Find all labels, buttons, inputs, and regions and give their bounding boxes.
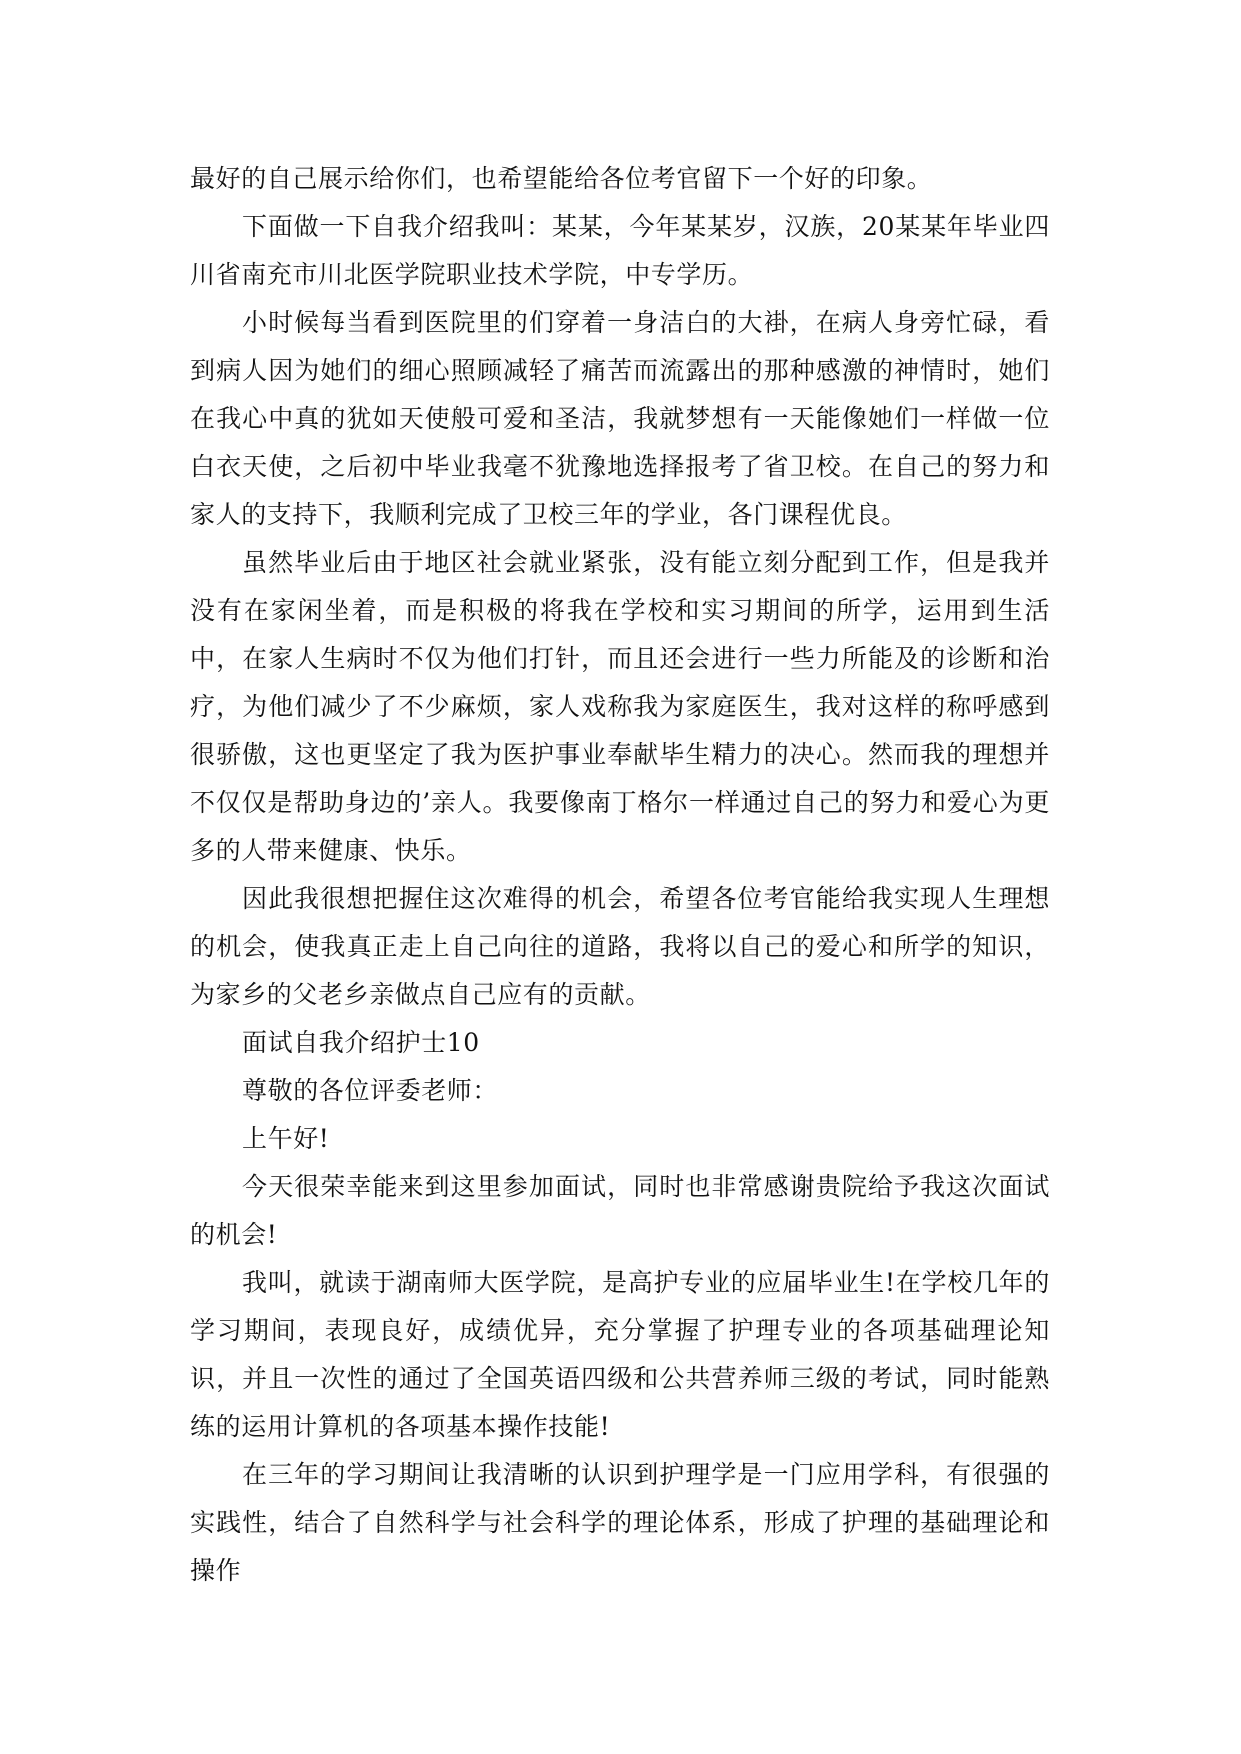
paragraph-8: 在三年的学习期间让我清晰的认识到护理学是一门应用学科，有很强的实践性，结合了自然科学与社会科学的理论体系，形成了护理的基础理论和操作 xyxy=(190,1460,1050,1585)
section-heading: 面试自我介绍护士10 xyxy=(242,1028,480,1057)
paragraph-3: 小时候每当看到医院里的们穿着一身洁白的大褂，在病人身旁忙碌，看到病人因为她们的细心照顾减轻了痛苦而流露出的那种感激的神情时，她们在我心中真的犹如天使般可爱和圣洁，我就梦想有一天能像她们一样做一位白衣天使，之后初中毕业我毫不犹豫地选择报考了省卫校。在自己的努力和家人的支持下，我顺利完成了卫校三年的学业，各门课程优良。 xyxy=(190,308,1050,529)
paragraph-2: 下面做一下自我介绍我叫：某某，今年某某岁，汉族，20某某年毕业四川省南充市川北医学院职业技术学院，中专学历。 xyxy=(190,212,1050,289)
document-body xyxy=(190,155,1050,1595)
paragraph-7: 我叫，就读于湖南师大医学院，是高护专业的应届毕业生!在学校几年的学习期间，表现良好，成绩优异，充分掌握了护理专业的各项基础理论知识，并且一次性的通过了全国英语四级和公共营养师三级的考试，同时能熟练的运用计算机的各项基本操作技能! xyxy=(190,1268,1050,1441)
paragraph-5: 因此我很想把握住这次难得的机会，希望各位考官能给我实现人生理想的机会，使我真正走上自己向往的道路，我将以自己的爱心和所学的知识，为家乡的父老乡亲做点自己应有的贡献。 xyxy=(190,884,1050,1009)
greeting: 上午好! xyxy=(242,1124,330,1153)
salutation: 尊敬的各位评委老师： xyxy=(242,1076,499,1105)
paragraph-6: 今天很荣幸能来到这里参加面试，同时也非常感谢贵院给予我这次面试的机会! xyxy=(190,1172,1050,1249)
paragraph-4: 虽然毕业后由于地区社会就业紧张，没有能立刻分配到工作，但是我并没有在家闲坐着，而是积极的将我在学校和实习期间的所学，运用到生活中，在家人生病时不仅为他们打针，而且还会进行一些力所能及的诊断和治疗，为他们减少了不少麻烦，家人戏称我为家庭医生，我对这样的称呼感到很骄傲，这也更坚定了我为医护事业奉献毕生精力的决心。然而我的理想并不仅仅是帮助身边的’亲人。我要像南丁格尔一样通过自己的努力和爱心为更多的人带来健康、快乐。 xyxy=(190,548,1050,865)
paragraph-1: 最好的自己展示给你们，也希望能给各位考官留下一个好的印象。 xyxy=(190,164,933,193)
